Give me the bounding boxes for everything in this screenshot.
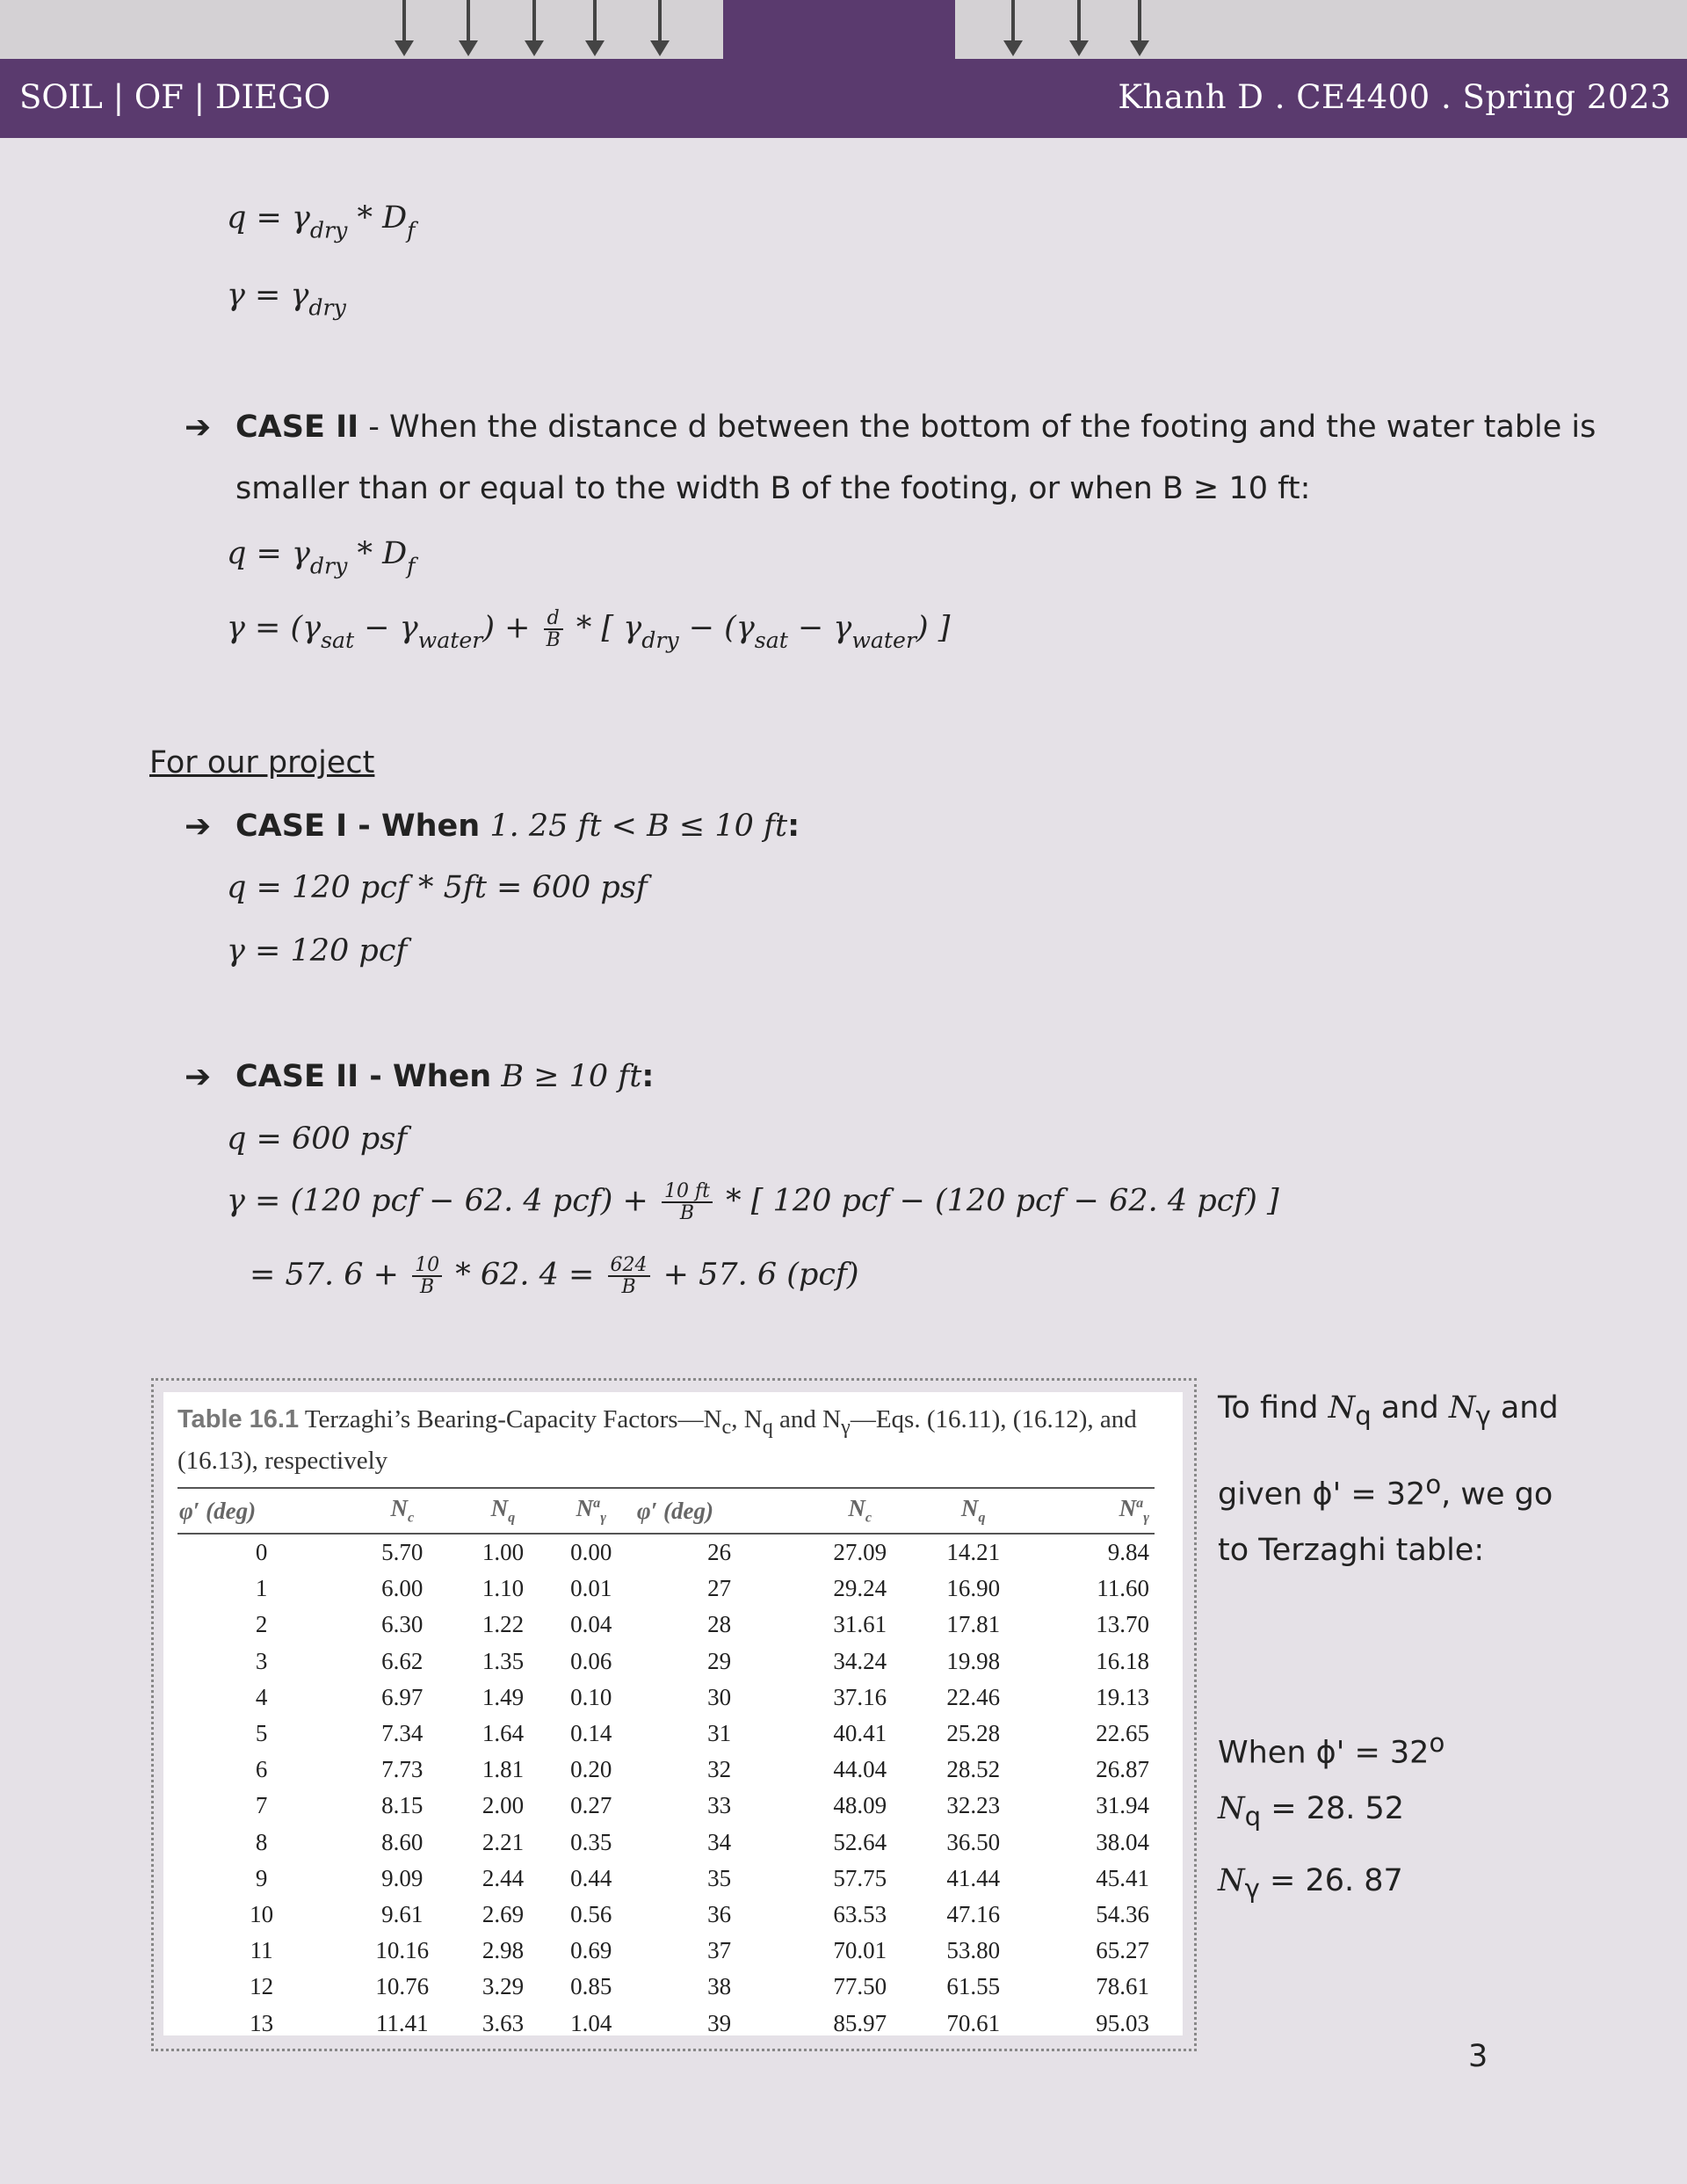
table-cell: 0.01 xyxy=(570,1575,612,1602)
sidenote-line1: To find $N_q$ and $N_\gamma$ and xyxy=(1218,1390,1559,1431)
table-cell: 61.55 xyxy=(946,1973,1001,2000)
fraction-10-over-b: $\frac{10}{B}$ xyxy=(412,1255,442,1297)
table-header-cell: $N^a_\gamma$ xyxy=(547,1488,635,1534)
table-cell: 19.13 xyxy=(1096,1683,1149,1710)
bullet-arrow-icon: ➔ xyxy=(185,809,212,845)
table-cell: 0.06 xyxy=(570,1647,612,1674)
table-cell: 0.85 xyxy=(570,1973,612,2000)
table-cell: 6.30 xyxy=(381,1611,424,1638)
project-case2-q: q = 600 psf xyxy=(227,1121,408,1157)
table-cell: 78.61 xyxy=(1096,1973,1149,2000)
table-cell: 31 xyxy=(707,1720,732,1747)
table-header-cell: $N_c$ xyxy=(803,1488,916,1534)
load-arrow-icon xyxy=(467,0,470,46)
table-cell: 31.94 xyxy=(1096,1792,1149,1819)
table-cell: 6 xyxy=(255,1756,268,1783)
table-cell: 1.22 xyxy=(481,1611,525,1638)
table-row xyxy=(177,1534,1155,1571)
table-header-cell: $N^a_\gamma$ xyxy=(1030,1488,1155,1534)
table-cell: 3 xyxy=(255,1647,268,1674)
table-cell: 1.64 xyxy=(481,1720,525,1747)
table-cell: 38 xyxy=(707,1973,732,2000)
table-cell: 30 xyxy=(707,1683,732,1710)
load-arrow-icon xyxy=(658,0,662,46)
table-cell: 17.81 xyxy=(946,1611,1001,1638)
table-cell: 53.80 xyxy=(946,1937,1001,1964)
table-header-cell: $N_q$ xyxy=(459,1488,547,1534)
table-cell: 0.10 xyxy=(570,1683,612,1710)
table-cell: 6.62 xyxy=(381,1647,424,1674)
table-cell: 6.97 xyxy=(381,1683,424,1710)
table-cell: 9 xyxy=(255,1864,268,1891)
table-cell: 2 xyxy=(255,1611,268,1638)
terzaghi-table-figure xyxy=(151,1378,1197,2051)
table-row xyxy=(177,1752,1155,1788)
table-cell: 19.98 xyxy=(946,1647,1001,1674)
table-cell: 7 xyxy=(255,1792,268,1819)
table-cell: 70.61 xyxy=(946,2009,1001,2036)
table-cell: 25.28 xyxy=(946,1720,1001,1747)
table-caption: Table 16.1 Terzaghi’s Bearing-Capacity $Factors—N_c$, $N_q$ and $N_\gamma—Eqs$. (16.11), (16.12), and (16.13), respectively xyxy=(177,1405,1137,1475)
table-row xyxy=(177,1825,1155,1861)
table-cell: 14.21 xyxy=(946,1539,1001,1566)
table-cell: 10.76 xyxy=(375,1973,430,2000)
table-row xyxy=(177,1861,1155,1897)
table-cell: 38.04 xyxy=(1096,1828,1149,1855)
table-cell: 29 xyxy=(707,1647,732,1674)
table-cell: 7.34 xyxy=(381,1720,424,1747)
load-arrow-icon xyxy=(1138,0,1141,46)
table-cell: 37.16 xyxy=(833,1683,887,1710)
page-header xyxy=(0,59,1687,138)
table-cell: 5.70 xyxy=(381,1539,424,1566)
sidenote-line3: to Terzaghi table: xyxy=(1218,1533,1485,1568)
table-row xyxy=(177,1607,1155,1643)
table-header-row xyxy=(177,1488,1155,1534)
table-cell: 48.09 xyxy=(833,1792,887,1819)
table-row xyxy=(177,1933,1155,1969)
project-case1-q: q = 120 pcf * 5ft = 600 psf xyxy=(227,870,648,905)
header-title: SOIL | OF | DIEGO xyxy=(19,78,331,116)
table-cell: 0.14 xyxy=(570,1720,612,1747)
fraction-624-over-b: $\frac{624}{B}$ xyxy=(608,1255,650,1297)
table-cell: 10.16 xyxy=(375,1937,430,1964)
load-arrow-icon xyxy=(402,0,406,46)
table-cell: 5 xyxy=(255,1720,268,1747)
table-cell: 16.90 xyxy=(946,1575,1001,1602)
sidenote-line2: given $\phi' = 32^o$, we go xyxy=(1218,1469,1553,1513)
table-cell: 70.01 xyxy=(833,1937,887,1964)
case2-description-line1: CASE II - When the distance d between the bottom of the footing and the water table is xyxy=(235,410,1596,445)
project-case2-result: = 57. 6 + $\frac{10}{B}$ * 62. 4 = $\frac{624}{B}$ + 57. 6 (pcf) xyxy=(250,1254,859,1299)
table-cell: 31.61 xyxy=(833,1611,887,1638)
table-cell: 16.18 xyxy=(1096,1647,1149,1674)
table-cell: 3.63 xyxy=(481,2009,525,2036)
table-cell: 1.81 xyxy=(481,1756,525,1783)
table-cell: 77.50 xyxy=(833,1973,887,2000)
table-cell: 11.60 xyxy=(1097,1575,1149,1602)
table-row xyxy=(177,1643,1155,1680)
bullet-arrow-icon: ➔ xyxy=(185,1059,212,1095)
table-cell: 37 xyxy=(707,1937,732,1964)
table-cell: 45.41 xyxy=(1096,1864,1149,1891)
table-cell: 57.75 xyxy=(833,1864,887,1891)
formula-q-case1: $q = \gamma_{dry} * D_f$ xyxy=(227,200,416,243)
table-row xyxy=(177,1969,1155,2005)
table-cell: 28 xyxy=(707,1611,732,1638)
table-cell: 52.64 xyxy=(833,1828,887,1855)
sidenote-nq-value: $N_q = 28$. 52 xyxy=(1218,1791,1405,1832)
table-cell: 34.24 xyxy=(833,1647,887,1674)
bullet-arrow-icon: ➔ xyxy=(185,410,212,446)
table-cell: 35 xyxy=(707,1864,732,1891)
table-cell: 32 xyxy=(707,1756,732,1783)
table-cell: 11.41 xyxy=(375,2009,429,2036)
table-cell: 2.00 xyxy=(481,1792,525,1819)
table-cell: 40.41 xyxy=(833,1720,887,1747)
table-cell: 0.56 xyxy=(570,1900,612,1927)
table-cell: 2.44 xyxy=(481,1864,525,1891)
case2-description-line2: smaller than or equal to the width B of the footing, or when B ≥ 10 ft: xyxy=(235,471,1311,506)
table-cell: 8.60 xyxy=(381,1828,424,1855)
project-heading: For our project xyxy=(149,745,375,780)
table-card xyxy=(163,1392,1183,2035)
table-cell: 7.73 xyxy=(381,1756,424,1783)
table-cell: 0.27 xyxy=(570,1792,612,1819)
table-cell: 2.98 xyxy=(481,1937,525,1964)
load-arrow-icon xyxy=(532,0,536,46)
table-cell: 6.00 xyxy=(381,1575,424,1602)
top-decorative-strip xyxy=(0,0,1687,59)
table-cell: 36.50 xyxy=(946,1828,1001,1855)
project-case1-gamma: γ = 120 pcf xyxy=(227,933,408,969)
table-cell: 47.16 xyxy=(946,1900,1001,1927)
table-cell: 0.35 xyxy=(570,1828,612,1855)
table-cell: 1.04 xyxy=(570,2009,612,2036)
table-cell: 28.52 xyxy=(946,1756,1001,1783)
table-cell: 13 xyxy=(250,2009,274,2036)
table-cell: 8.15 xyxy=(381,1792,424,1819)
table-row xyxy=(177,2005,1155,2041)
table-header-cell: φ′ (deg) xyxy=(177,1488,345,1534)
table-cell: 44.04 xyxy=(833,1756,887,1783)
formula-gamma-case2: $\gamma = (\gamma_{sat} - \gamma_{water})$ + $\frac{d}{B}$ * [ $\gamma_{dry} - (\gamma_{sat} - \gamma_{water})$ ] xyxy=(227,607,951,653)
table-cell: 13.70 xyxy=(1096,1611,1149,1638)
table-cell: 0.04 xyxy=(570,1611,612,1638)
table-cell: 26.87 xyxy=(1096,1756,1149,1783)
table-row xyxy=(177,1571,1155,1607)
table-cell: 39 xyxy=(707,2009,732,2036)
sidenote-when: When $\phi' = 32^o$ xyxy=(1218,1728,1445,1771)
table-header-cell: φ′ (deg) xyxy=(635,1488,803,1534)
table-row xyxy=(177,1897,1155,1933)
table-cell: 85.97 xyxy=(833,2009,887,2036)
project-case2-heading: CASE II - When B ≥ 10 ft: xyxy=(235,1059,655,1094)
table-cell: 2.69 xyxy=(481,1900,525,1927)
table-cell: 0.69 xyxy=(570,1937,612,1964)
table-cell: 10 xyxy=(250,1900,274,1927)
table-cell: 1.49 xyxy=(481,1683,525,1710)
table-cell: 63.53 xyxy=(833,1900,887,1927)
formula-q-case2: $q = \gamma_{dry} * D_f$ xyxy=(227,536,416,579)
table-cell: 33 xyxy=(707,1792,732,1819)
header-author-course: Khanh D . CE4400 . Spring 2023 xyxy=(1118,78,1671,116)
table-cell: 29.24 xyxy=(833,1575,887,1602)
fraction-d-over-b: $\frac{d}{B}$ xyxy=(544,608,563,650)
table-cell: 8 xyxy=(255,1828,268,1855)
table-row xyxy=(177,1788,1155,1824)
table-cell: 22.46 xyxy=(946,1683,1001,1710)
bearing-capacity-table xyxy=(177,1487,1155,2042)
table-cell: 9.61 xyxy=(381,1900,424,1927)
table-cell: 0 xyxy=(255,1539,268,1566)
table-row xyxy=(177,1716,1155,1752)
table-cell: 65.27 xyxy=(1096,1937,1149,1964)
table-cell: 36 xyxy=(707,1900,732,1927)
table-cell: 27 xyxy=(707,1575,732,1602)
table-cell: 0.44 xyxy=(570,1864,612,1891)
fraction-10ft-over-b: $\frac{10 ft}{B}$ xyxy=(662,1181,713,1223)
table-cell: 4 xyxy=(255,1683,268,1710)
table-cell: 3.29 xyxy=(481,1973,525,2000)
table-cell: 1.10 xyxy=(481,1575,525,1602)
table-cell: 41.44 xyxy=(946,1864,1001,1891)
table-cell: 9.09 xyxy=(381,1864,424,1891)
table-cell: 34 xyxy=(707,1828,732,1855)
sidenote-ngamma-value: $N_\gamma = 26$. 87 xyxy=(1218,1863,1403,1904)
table-header-cell: $N_q$ xyxy=(916,1488,1030,1534)
table-cell: 26 xyxy=(707,1539,732,1566)
table-cell: 54.36 xyxy=(1096,1900,1149,1927)
table-cell: 11 xyxy=(250,1937,273,1964)
footing-block-icon xyxy=(723,0,955,59)
table-cell: 0.20 xyxy=(570,1756,612,1783)
table-row xyxy=(177,1680,1155,1716)
table-cell: 1.00 xyxy=(481,1539,525,1566)
table-cell: 9.84 xyxy=(1107,1539,1149,1566)
table-cell: 2.21 xyxy=(481,1828,525,1855)
table-header-cell: $N_c$ xyxy=(345,1488,459,1534)
formula-gamma-case1: $\gamma = \gamma_{dry}$ xyxy=(227,278,346,321)
table-cell: 27.09 xyxy=(833,1539,887,1566)
load-arrow-icon xyxy=(593,0,597,46)
load-arrow-icon xyxy=(1077,0,1081,46)
page-number: 3 xyxy=(1468,2039,1488,2074)
table-cell: 32.23 xyxy=(946,1792,1001,1819)
table-cell: 1.35 xyxy=(481,1647,525,1674)
table-cell: 12 xyxy=(250,1973,274,2000)
project-case2-gamma: γ = (120 pcf − 62. 4 pcf) + $\frac{10 ft}{B}$ * [ 120 pcf − (120 pcf − 62. 4 pcf) ] xyxy=(227,1180,1279,1225)
table-cell: 1 xyxy=(255,1575,268,1602)
load-arrow-icon xyxy=(1011,0,1015,46)
table-cell: 0.00 xyxy=(570,1539,612,1566)
table-cell: 95.03 xyxy=(1096,2009,1149,2036)
table-cell: 22.65 xyxy=(1096,1720,1149,1747)
project-case1-heading: CASE I - When 1. 25 ft < B ≤ 10 ft: xyxy=(235,809,800,844)
